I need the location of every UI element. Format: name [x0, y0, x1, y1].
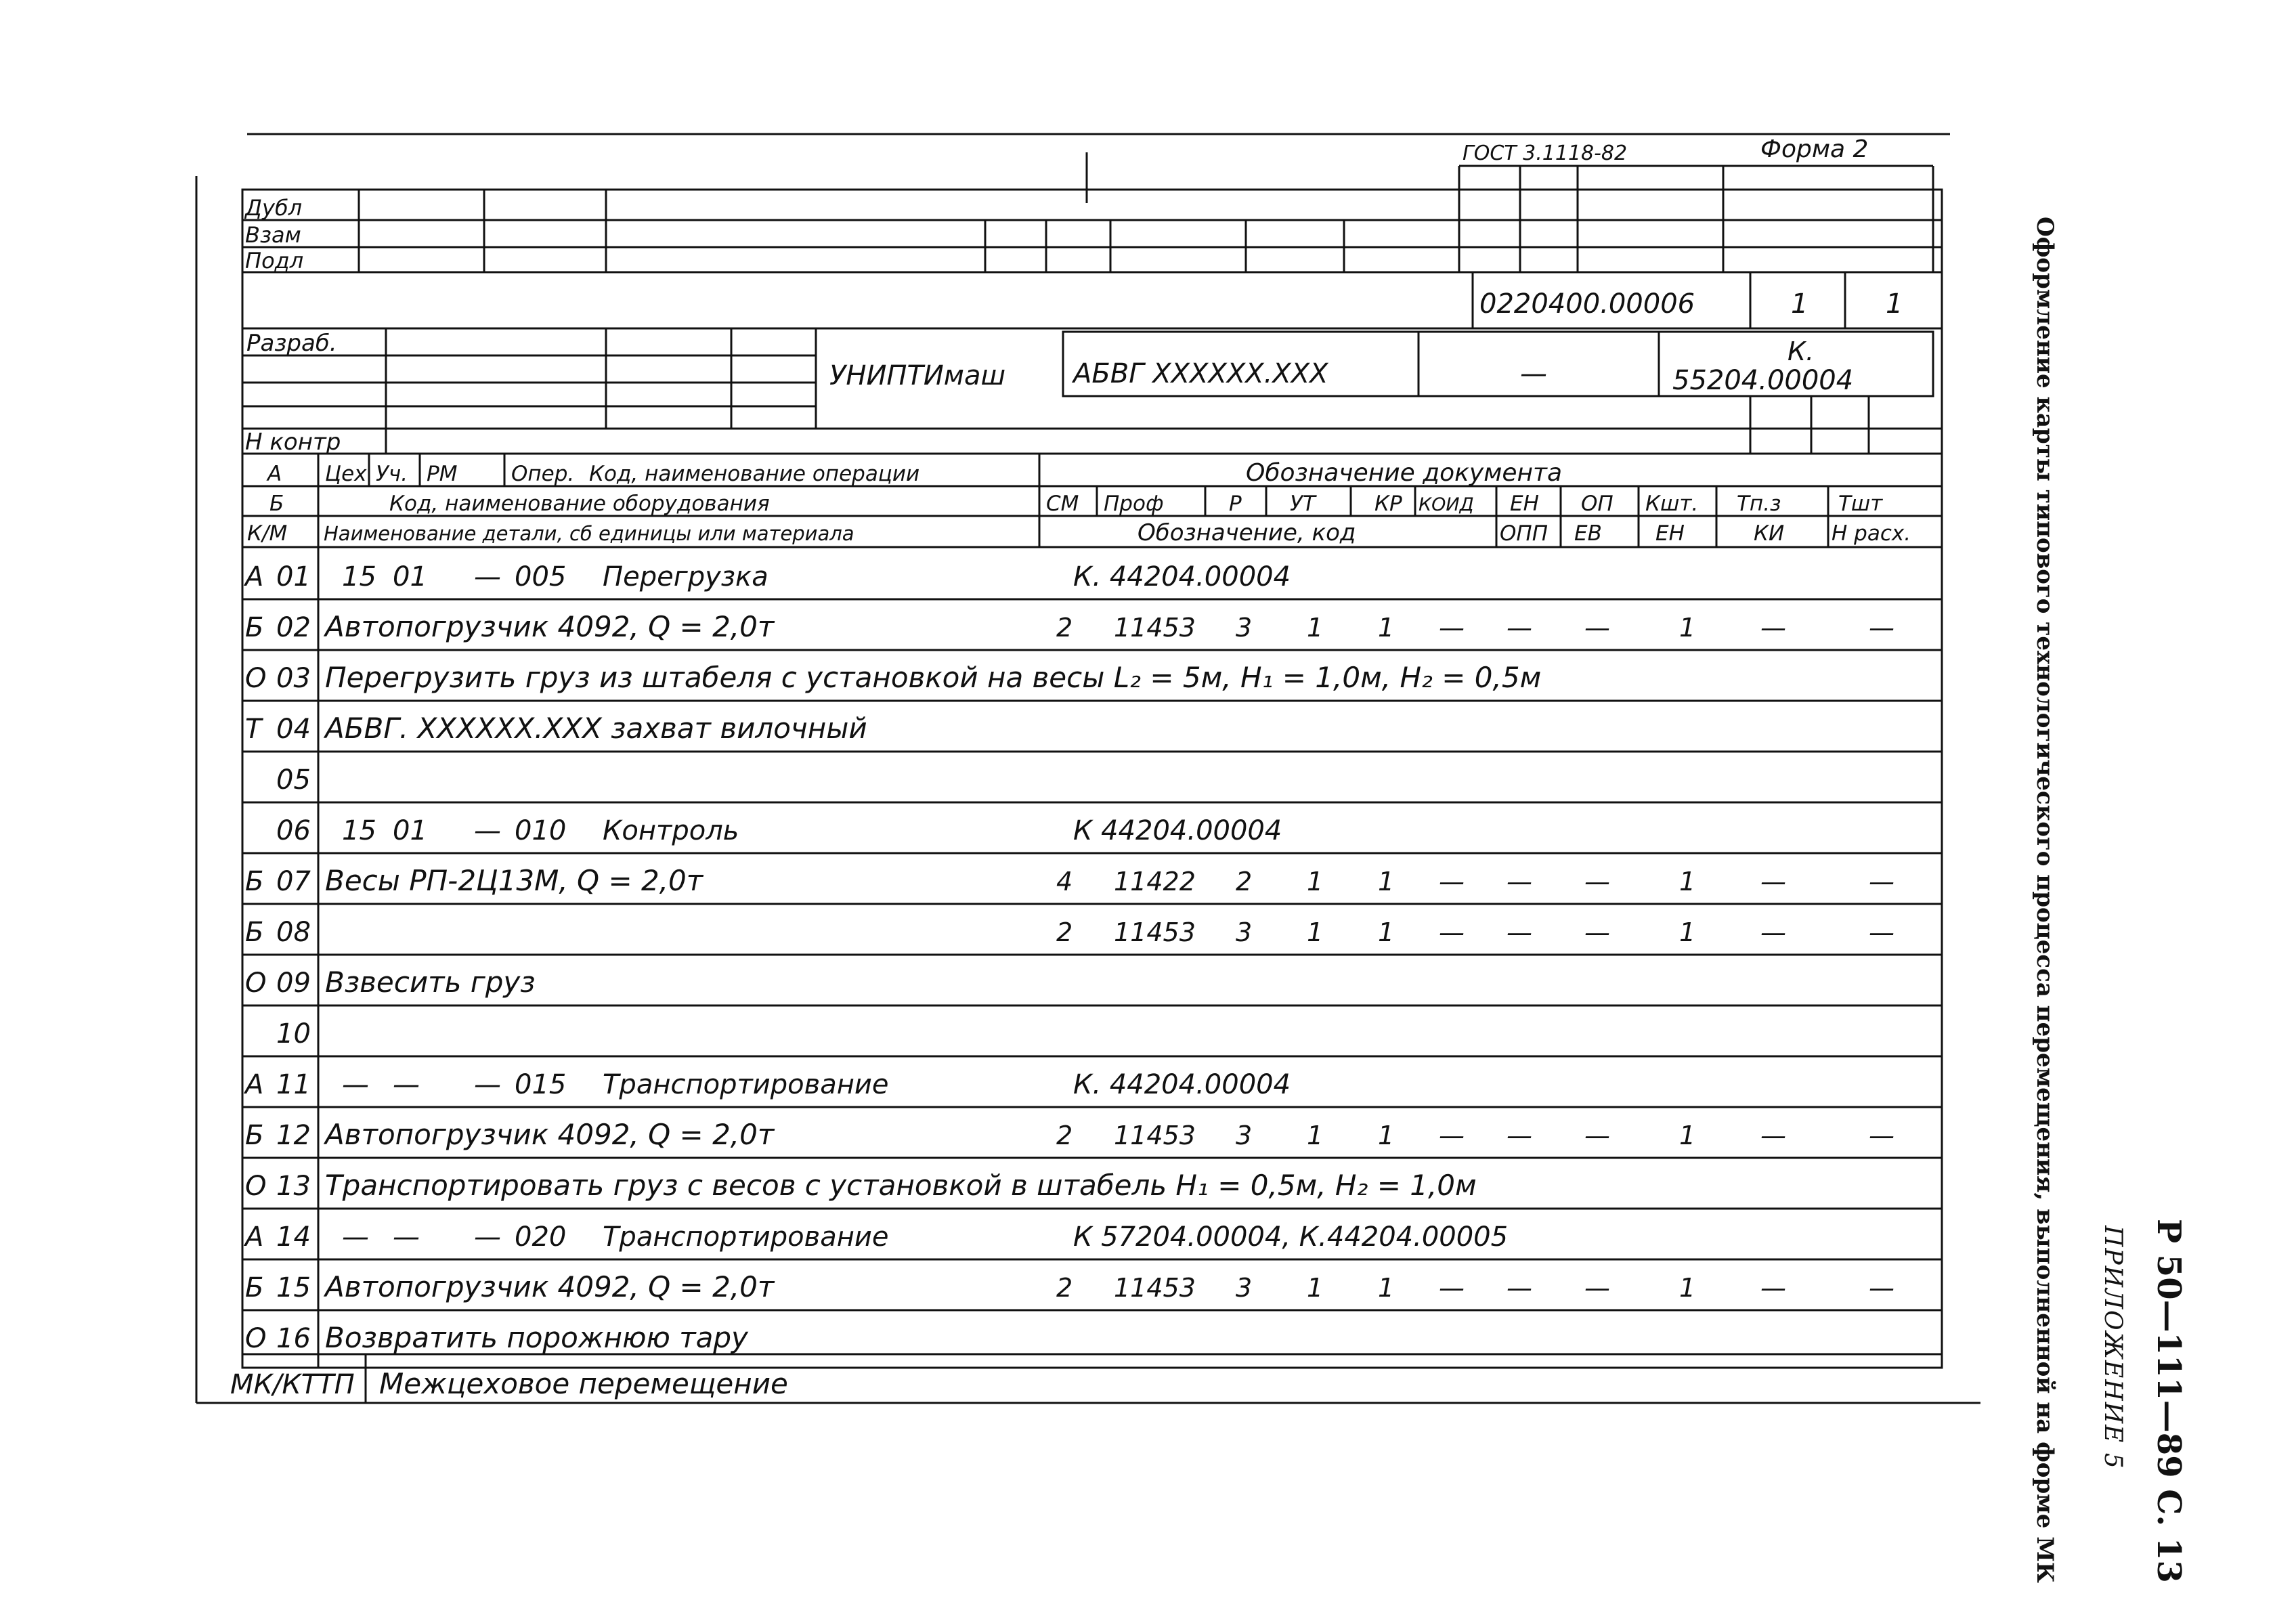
col-op-name: Код, наименование операции — [589, 462, 920, 486]
col-kr: КР — [1374, 492, 1402, 516]
col-oper: Опер. — [511, 462, 575, 486]
row-value: — — [1507, 1273, 1532, 1303]
row-value: — — [1439, 917, 1465, 947]
row-value: — — [1439, 1121, 1465, 1150]
row-value: — — [1507, 1121, 1532, 1150]
row-value: 1 — [1307, 1121, 1324, 1150]
row-text: Автопогрузчик 4092, Q = 2,0т — [325, 610, 775, 643]
operation-cell: — — [474, 1221, 501, 1253]
row-tag: Б — [245, 1272, 264, 1303]
col-n-rash: Н расх. — [1832, 521, 1911, 546]
document-code: К. 44204.00004 — [1073, 561, 1291, 592]
sheet-number: 1 — [1886, 288, 1903, 320]
operation-cell: — — [474, 815, 501, 846]
row-text: Транспортировать груз с весов с установкой в штабель H₁ = 0,5м, H₂ = 1,0м — [325, 1169, 1477, 1202]
row-value: 1 — [1679, 917, 1696, 947]
row-value: 11453 — [1114, 1121, 1196, 1150]
row-tag: О — [245, 1171, 267, 1202]
operation-cell: 005 — [515, 561, 567, 592]
row-value: 1 — [1307, 1273, 1324, 1303]
row-value: — — [1584, 1121, 1610, 1150]
row-tag: А — [245, 1069, 264, 1100]
row-value: 1 — [1378, 867, 1395, 896]
row-value: 1 — [1378, 613, 1395, 643]
row-value: 3 — [1236, 1273, 1253, 1303]
operation-cell: 01 — [393, 815, 427, 846]
col-uch: Уч. — [376, 462, 408, 486]
row-value: — — [1869, 1273, 1894, 1303]
col-prefix-b: Б — [269, 492, 284, 516]
row-text: Автопогрузчик 4092, Q = 2,0т — [325, 1270, 775, 1303]
row-value: — — [1869, 867, 1894, 896]
row-number: 06 — [276, 815, 311, 846]
col-prefix-km: К/М — [247, 521, 288, 546]
row-value: — — [1760, 613, 1786, 643]
row-number: 03 — [276, 663, 311, 694]
col-sm: СМ — [1046, 492, 1079, 516]
row-value: — — [1439, 613, 1465, 643]
row-tag: Б — [245, 917, 264, 948]
row-value: 11422 — [1114, 867, 1196, 896]
row-value: — — [1760, 867, 1786, 896]
col-part-name: Наименование детали, сб единицы или материала — [324, 522, 854, 545]
col-prefix-a: А — [267, 462, 282, 486]
row-number: 09 — [276, 968, 311, 999]
row-tag: О — [245, 968, 267, 999]
col-tsht: Тшт — [1838, 492, 1883, 516]
row-number: 16 — [276, 1323, 311, 1354]
row-value: 1 — [1307, 613, 1324, 643]
code-k: К. — [1788, 337, 1815, 366]
row-value: — — [1869, 917, 1894, 947]
row-value: 2 — [1236, 867, 1253, 896]
document-code: К 44204.00004 — [1073, 815, 1282, 846]
row-value: 3 — [1236, 1121, 1253, 1150]
row-number: 02 — [276, 612, 311, 643]
row-value: — — [1439, 867, 1465, 896]
operation-name: Перегрузка — [603, 561, 768, 592]
document-code: К. 44204.00004 — [1073, 1069, 1291, 1100]
col-koid: КОИД — [1418, 494, 1474, 515]
col-ut: УТ — [1290, 492, 1316, 516]
row-number: 05 — [276, 764, 311, 796]
dash-cell: — — [1520, 358, 1547, 389]
row-number: 13 — [276, 1171, 311, 1202]
col-ki: КИ — [1754, 521, 1785, 546]
row-value: 11453 — [1114, 917, 1196, 947]
row-number: 10 — [276, 1018, 311, 1049]
row-value: — — [1507, 867, 1532, 896]
code-number: 55204.00004 — [1672, 365, 1854, 396]
col-tsekh: Цех — [325, 462, 367, 486]
col-prof: Проф — [1104, 492, 1164, 516]
row-value: — — [1584, 613, 1610, 643]
operation-cell: — — [474, 561, 501, 592]
row-value: 1 — [1679, 1273, 1696, 1303]
row-value: 1 — [1679, 1121, 1696, 1150]
row-tag: Т — [245, 714, 262, 745]
col-code: Обозначение, код — [1138, 519, 1356, 546]
side-label-vzam: Взам — [245, 222, 301, 248]
row-number: 15 — [276, 1272, 311, 1303]
doc-code: 0220400.00006 — [1479, 288, 1695, 320]
row-text: АБВГ. XXXXXX.XXX захват вилочный — [325, 712, 867, 745]
row-value: 3 — [1236, 917, 1253, 947]
col-opp: ОПП — [1500, 521, 1548, 546]
row-text: Возвратить порожнюю тару — [325, 1321, 748, 1354]
col-rm: РМ — [427, 462, 458, 486]
row-tag: О — [245, 1323, 267, 1354]
operation-cell: 15 — [342, 815, 376, 846]
form-grid — [196, 134, 1980, 1403]
row-number: 01 — [276, 561, 311, 592]
row-value: 2 — [1056, 1121, 1073, 1150]
side-label-dubl: Дубл — [245, 195, 303, 221]
row-text: Весы РП-2Ц13М, Q = 2,0т — [325, 864, 703, 897]
operation-cell: 01 — [393, 561, 427, 592]
side-appendix: ПРИЛОЖЕНИЕ 5 — [2099, 1226, 2127, 1470]
row-text: Перегрузить груз из штабеля с установкой на весы L₂ = 5м, H₁ = 1,0м, H₂ = 0,5м — [325, 661, 1542, 694]
row-value: 11453 — [1114, 1273, 1196, 1303]
col-en-2: ЕН — [1655, 521, 1685, 546]
row-value: — — [1507, 613, 1532, 643]
standard-label: ГОСТ 3.1118-82 — [1463, 142, 1628, 165]
col-equipment: Код, наименование оборудования — [389, 492, 770, 516]
row-value: — — [1760, 1121, 1786, 1150]
form-label: Форма 2 — [1760, 135, 1869, 163]
row-text: Автопогрузчик 4092, Q = 2,0т — [325, 1118, 775, 1151]
row-tag: Б — [245, 612, 264, 643]
row-value: — — [1439, 1273, 1465, 1303]
operation-cell: 015 — [515, 1069, 567, 1100]
footer-caption: Межцеховое перемещение — [379, 1367, 788, 1400]
operation-name: Контроль — [603, 815, 739, 846]
organization: УНИПТИмаш — [829, 360, 1006, 391]
operation-cell: 020 — [515, 1221, 567, 1253]
row-value: 2 — [1056, 917, 1073, 947]
footer-form-code: МК/КТТП — [230, 1369, 355, 1400]
row-value: 2 — [1056, 613, 1073, 643]
row-tag: А — [245, 1221, 264, 1253]
n-kontr-label: Н контр — [245, 429, 341, 456]
row-tag: О — [245, 663, 267, 694]
col-r: Р — [1229, 492, 1242, 516]
col-op: ОП — [1581, 492, 1613, 516]
row-value: — — [1869, 613, 1894, 643]
row-number: 12 — [276, 1120, 311, 1151]
row-value: 1 — [1378, 1273, 1395, 1303]
row-value: — — [1760, 917, 1786, 947]
side-page-code: Р 50—111—89 С. 13 — [2150, 1219, 2188, 1583]
operation-cell: 010 — [515, 815, 567, 846]
side-title: Оформление карты типового технологического процесса перемещения, выполненной на форме МК — [2031, 217, 2058, 1583]
row-value: 11453 — [1114, 613, 1196, 643]
row-value: — — [1507, 917, 1532, 947]
row-value: 1 — [1378, 917, 1395, 947]
row-value: 1 — [1378, 1121, 1395, 1150]
operation-cell: — — [474, 1069, 501, 1100]
row-value: — — [1584, 867, 1610, 896]
operation-cell: — — [342, 1221, 369, 1253]
document-code: К 57204.00004, К.44204.00005 — [1073, 1221, 1509, 1253]
row-value: 4 — [1056, 867, 1073, 896]
side-label-podl: Подл — [245, 248, 304, 274]
row-value: 1 — [1307, 917, 1324, 947]
row-tag: Б — [245, 1120, 264, 1151]
col-ksht: Кшт. — [1645, 492, 1699, 516]
col-en: ЕН — [1510, 492, 1539, 516]
operation-cell: — — [393, 1069, 420, 1100]
row-value: — — [1584, 1273, 1610, 1303]
row-number: 07 — [276, 866, 311, 897]
row-value: — — [1584, 917, 1610, 947]
row-number: 14 — [276, 1221, 311, 1253]
row-number: 08 — [276, 917, 311, 948]
row-tag: Б — [245, 866, 264, 897]
row-number: 04 — [276, 714, 311, 745]
col-tpz: Тп.з — [1737, 492, 1781, 516]
row-value: — — [1869, 1121, 1894, 1150]
data-rows — [243, 561, 1894, 1354]
row-value: 1 — [1679, 867, 1696, 896]
row-text: Взвесить груз — [325, 966, 536, 999]
operation-cell: — — [393, 1221, 420, 1253]
row-value: 1 — [1679, 613, 1696, 643]
operation-cell: 15 — [342, 561, 376, 592]
row-value: — — [1760, 1273, 1786, 1303]
row-tag: А — [245, 561, 264, 592]
row-number: 11 — [276, 1069, 311, 1100]
operation-name: Транспортирование — [603, 1069, 889, 1100]
razrab-label: Разраб. — [246, 330, 337, 357]
row-value: 2 — [1056, 1273, 1073, 1303]
operation-cell: — — [342, 1069, 369, 1100]
row-value: 3 — [1236, 613, 1253, 643]
col-ev: ЕВ — [1574, 521, 1602, 546]
column-headers — [247, 459, 1911, 546]
operation-name: Транспортирование — [603, 1221, 889, 1253]
row-value: 1 — [1307, 867, 1324, 896]
col-doc-designation: Обозначение документа — [1246, 459, 1563, 487]
designation: АБВГ XXXXXX.XXX — [1073, 358, 1328, 389]
sheet-count: 1 — [1791, 288, 1808, 320]
